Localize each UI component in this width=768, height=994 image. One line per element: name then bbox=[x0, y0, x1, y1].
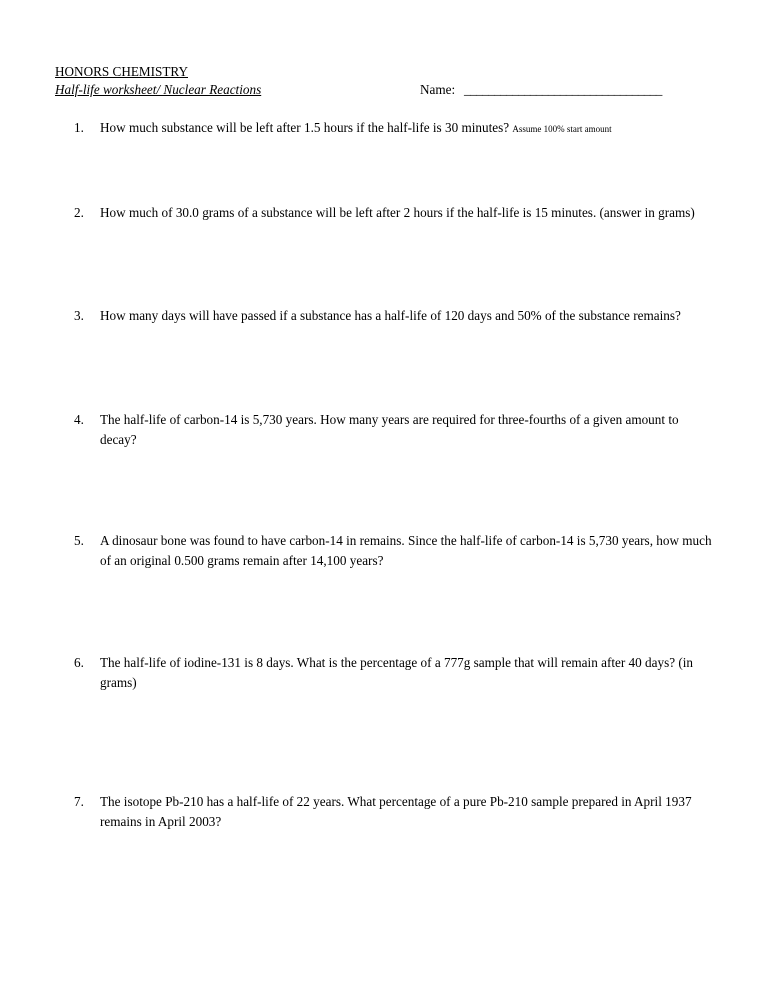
question-number: 5. bbox=[74, 533, 84, 548]
question-text: The half-life of iodine-131 is 8 days. What is the percentage of a 777g sample that will remain after 40 days? (in grams) bbox=[100, 655, 693, 690]
header-subrow bbox=[55, 80, 715, 98]
question-number: 2. bbox=[74, 205, 84, 220]
question-text: How much of 30.0 grams of a substance will be left after 2 hours if the half-life is 15 minutes. (answer in grams) bbox=[100, 205, 695, 220]
question-body: How much substance will be left after 1.5 hours if the half-life is 30 minutes? bbox=[100, 120, 510, 135]
question-text: How many days will have passed if a substance has a half-life of 120 days and 50% of the substance remains? bbox=[100, 308, 681, 323]
question-number: 4. bbox=[74, 412, 84, 427]
question-number: 7. bbox=[74, 794, 84, 809]
worksheet-subtitle: Half-life worksheet/ Nuclear Reactions bbox=[55, 82, 262, 97]
question-text: The isotope Pb-210 has a half-life of 22 years. What percentage of a pure Pb-210 sample prepared in April 1937 remains in April 2003? bbox=[100, 794, 692, 829]
question-number: 1. bbox=[74, 120, 84, 135]
question-text: A dinosaur bone was found to have carbon-14 in remains. Since the half-life of carbon-14 is 5,730 years, how much of an original 0.500 grams remain after 14,100 years? bbox=[100, 533, 712, 568]
name-label: Name: bbox=[420, 82, 456, 97]
name-blank-line: _________________________________ bbox=[464, 82, 662, 97]
course-title: HONORS CHEMISTRY bbox=[55, 64, 188, 79]
question-number: 6. bbox=[74, 655, 84, 670]
question-note: Assume 100% start amount bbox=[512, 124, 612, 134]
question-text bbox=[100, 118, 718, 139]
question-number: 3. bbox=[74, 308, 84, 323]
question-text: The half-life of carbon-14 is 5,730 years. How many years are required for three-fourths of a given amount to decay? bbox=[100, 412, 679, 447]
worksheet-header bbox=[55, 63, 715, 98]
